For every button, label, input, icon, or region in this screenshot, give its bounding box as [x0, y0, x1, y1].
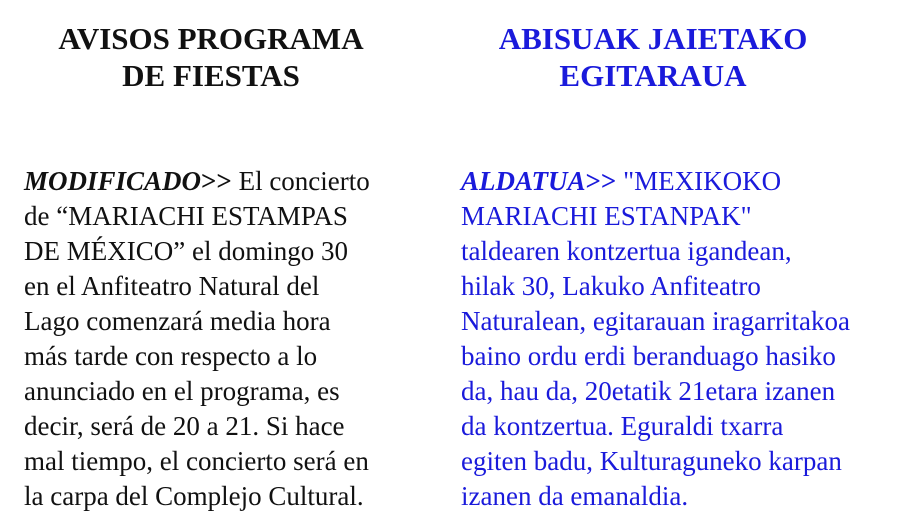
spanish-notice-body: [24, 164, 434, 514]
spanish-modified-label: MODIFICADO: [24, 166, 202, 196]
basque-title-line1: ABISUAK JAIETAKO: [498, 21, 808, 56]
spanish-title-line1: AVISOS PROGRAMA: [58, 21, 364, 56]
basque-notice-body: [461, 164, 921, 514]
spanish-title-line2: DE FIESTAS: [122, 58, 300, 93]
spanish-arrows: >>: [201, 166, 239, 196]
basque-arrows: >>: [585, 166, 624, 196]
basque-title-line2: EGITARAUA: [559, 58, 747, 93]
spanish-title: [0, 20, 422, 94]
basque-modified-label: ALDATUA: [461, 166, 586, 196]
basque-title: [458, 20, 848, 94]
basque-notice-text: "MEXIKOKO MARIACHI ESTANPAK" taldearen kontzertua igandean, hilak 30, Lakuko Anfiteatro Naturalean, egitarauan iragarritakoa baino ordu erdi beranduago hasiko da, hau da, 20etatik 21etara izanen da kontzertua. Eguraldi txarra egiten badu, Kulturaguneko karpan izanen da emanaldia.: [461, 166, 851, 511]
spanish-notice-text: El concierto de “MARIACHI ESTAMPAS DE MÉXICO” el domingo 30 en el Anfiteatro Natural del Lago comenzará media hora más tarde con respecto a lo anunciado en el programa, es decir, será de 20 a 21. Si hace mal tiempo, el concierto será en la carpa del Complejo Cultural.: [24, 166, 370, 511]
